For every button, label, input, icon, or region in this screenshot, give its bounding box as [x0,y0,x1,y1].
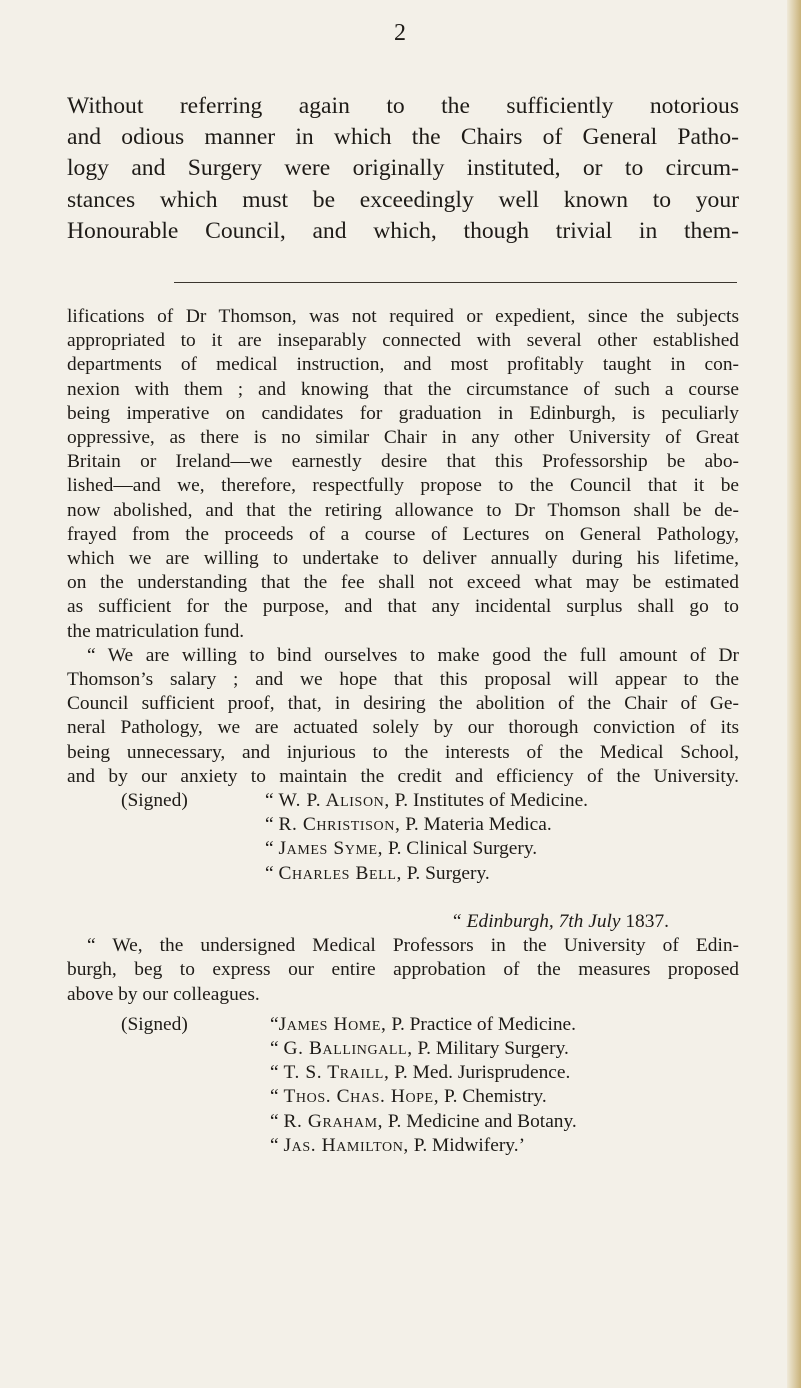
signatory-name: R. Christison, [278,814,401,836]
footnote-line: on the understanding that the fee shall not exceed what may be estimated [67,572,739,594]
signatory-title: P. Clinical Surgery. [383,838,538,860]
paragraph-line: and by our anxiety to maintain the credit and efficiency of the University. [67,765,739,787]
paragraph-line: above by our colleagues. [67,983,260,1005]
footnote-line: oppressive, as there is no similar Chair in any other University of Great [67,427,739,449]
text-line: Honourable Council, and which, though trivial in them- [67,217,739,244]
signature-line: “James Home, P. Practice of Medicine. [270,1013,577,1035]
signature-line: “ T. S. Traill, P. Med. Jurisprudence. [270,1062,571,1084]
dateline [67,910,739,934]
signature-line: “ G. Ballingall, P. Military Surgery. [270,1038,569,1060]
paragraph-line: Council sufficient proof, that, in desiring the abolition of the Chair of Ge- [67,693,739,715]
signatory-title: P. Med. Jurisprudence. [389,1062,571,1084]
signatory-name: Thos. Chas. Hope, [283,1086,440,1108]
signatory-title: P. Midwifery.’ [408,1134,526,1156]
paragraph-line: being unnecessary, and injurious to the interests of the Medical School, [67,741,739,763]
date-place: “ Edinburgh, 7th July [451,911,621,933]
signature-line: “ Thos. Chas. Hope, P. Chemistry. [270,1086,547,1108]
footnote-line: Britain or Ireland—we earnestly desire that this Professorship be abo- [67,451,739,473]
signature-line: “ Charles Bell, P. Surgery. [265,862,490,884]
signature-line: “ James Syme, P. Clinical Surgery. [265,838,538,860]
text-line: Without referring again to the sufficiently notorious [67,93,739,119]
signatory-name: R. Graham, [283,1110,384,1132]
footnote-line: as sufficient for the purpose, and that any incidental surplus shall go to [67,596,739,618]
footnote-line: appropriated to it are inseparably connected with several other established [67,330,739,352]
footnote-line: which we are willing to undertake to deliver annually during his lifetime, [67,548,739,570]
signatory-name: Jas. Hamilton, [283,1134,409,1156]
footnote-line: lished—and we, therefore, respectfully propose to the Council that it be [67,475,739,497]
footnote-line: departments of medical instruction, and most profitably taught in con- [67,354,739,376]
signatory-name: Charles Bell, [278,862,402,884]
main-text [67,91,739,247]
footnote-text [67,305,739,1163]
date-year: 1837. [620,911,669,933]
text-line: stances which must be exceedingly well known to your [67,186,739,213]
signatory-name: T. S. Traill, [283,1062,390,1084]
page-edge [787,0,801,1388]
footnote-line: nexion with them ; and knowing that the circumstance of such a course [67,378,739,400]
footnote-rule [174,282,737,283]
text-line: logy and Surgery were originally instituted, or to circum- [67,155,739,182]
paragraph-line: burgh, beg to express our entire approbation of the measures proposed [67,959,739,981]
footnote-line: being imperative on candidates for graduation in Edinburgh, is peculiarly [67,402,739,424]
paragraph-line: Thomson’s salary ; and we hope that this proposal will appear to the [67,669,739,691]
signature-line: “ Jas. Hamilton, P. Midwifery.’ [270,1134,526,1156]
signatory-name: James Home, [278,1013,387,1035]
text-line: and odious manner in which the Chairs of General Patho- [67,124,739,151]
footnote-line: lifications of Dr Thomson, was not required or expedient, since the subjects [67,306,739,327]
signature-line: “ W. P. Alison, P. Institutes of Medicine. [265,790,589,812]
paragraph-line: “ We, the undersigned Medical Professors in the University of Edin- [87,935,739,957]
signatory-title: P. Institutes of Medicine. [389,790,589,812]
signatory-title: P. Materia Medica. [400,814,552,836]
signature-line: “ R. Christison, P. Materia Medica. [265,814,552,836]
page-number: 2 [394,20,406,46]
signatory-title: P. Military Surgery. [412,1038,569,1060]
footnote-line: frayed from the proceeds of a course of Lectures on General Pathology, [67,523,739,545]
signatory-title: P. Medicine and Botany. [383,1110,577,1132]
paragraph-line: “ We are willing to bind ourselves to make good the full amount of Dr [87,644,739,666]
signatory-name: James Syme, [278,838,384,860]
signature-block-2 [67,1013,739,1163]
signatory-title: P. Practice of Medicine. [386,1013,577,1035]
signed-label: (Signed) [121,790,188,812]
signatory-name: G. Ballingall, [283,1038,413,1060]
signatory-name: W. P. Alison, [278,790,390,812]
signatory-title: P. Chemistry. [439,1086,547,1108]
signature-line: “ R. Graham, P. Medicine and Botany. [270,1110,577,1132]
footnote-line: the matriculation fund. [67,620,245,642]
footnote-line: now abolished, and that the retiring allowance to Dr Thomson shall be de- [67,499,739,521]
signatory-title: P. Surgery. [401,862,490,884]
signed-label: (Signed) [121,1013,188,1035]
signature-block-1 [67,789,739,910]
paragraph-line: neral Pathology, we are actuated solely by our thorough conviction of its [67,717,739,739]
